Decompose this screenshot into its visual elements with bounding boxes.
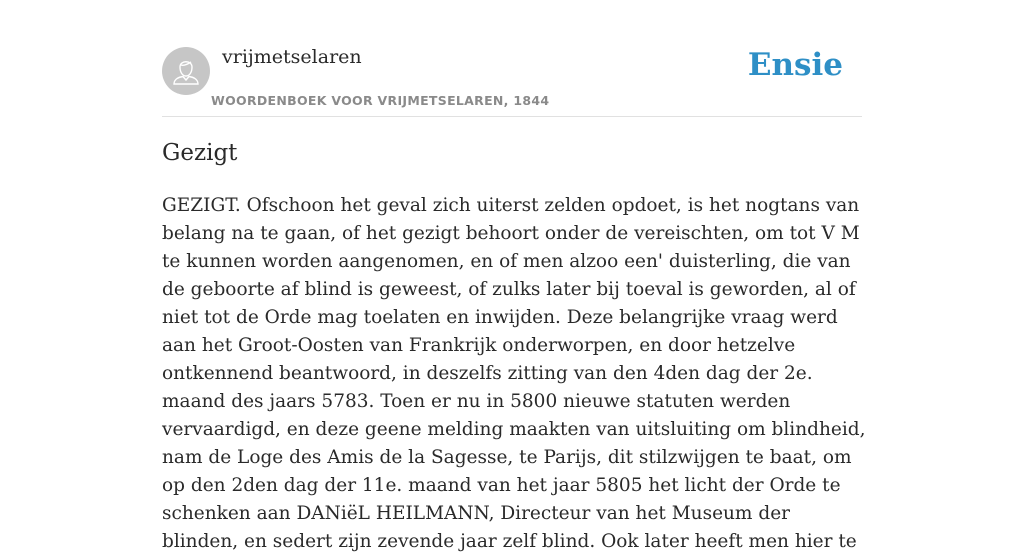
article-title: Gezigt xyxy=(162,140,238,166)
page-container xyxy=(162,0,866,552)
article-body: GEZIGT. Ofschoon het geval zich uiterst zelden opdoet, is het nogtans van belang na te gaan, of het gezigt behoort onder de vereischten, om tot V M te kunnen worden aangenomen, en of men alzoo een' duisterling, die van de geboorte af blind is geweest, of zulks later bij toeval is geworden, al of niet tot de Orde mag toelaten en inwijden. Deze belangrijke vraag werd aan het Groot-Oosten van Frankrijk onderworpen, en door hetzelve ontkennend beantwoord, in deszelfs zitting van den 4den dag der 2e. maand des jaars 5783. Toen er nu in 5800 nieuwe statuten werden vervaardigd, en deze geene melding maakten van uitsluiting om blindheid, nam de Loge des Amis de la Sagesse, te Parijs, dit stilzwijgen te baat, om op den 2den dag der 11e. maand van het jaar 5805 het licht der Orde te schenken aan DANiëL HEILMANN, Directeur van het Museum der blinden, en sedert zijn zevende jaar zelf blind. Ook later heeft men hier te xyxy=(162,195,866,552)
source-label[interactable]: WOORDENBOEK VOOR VRIJMETSELAREN, 1844 xyxy=(211,93,550,108)
author-name[interactable]: vrijmetselaren xyxy=(222,46,362,68)
ensie-logo[interactable]: Ensie xyxy=(747,47,843,83)
article-header xyxy=(162,0,862,117)
author-avatar-icon[interactable] xyxy=(162,47,210,95)
